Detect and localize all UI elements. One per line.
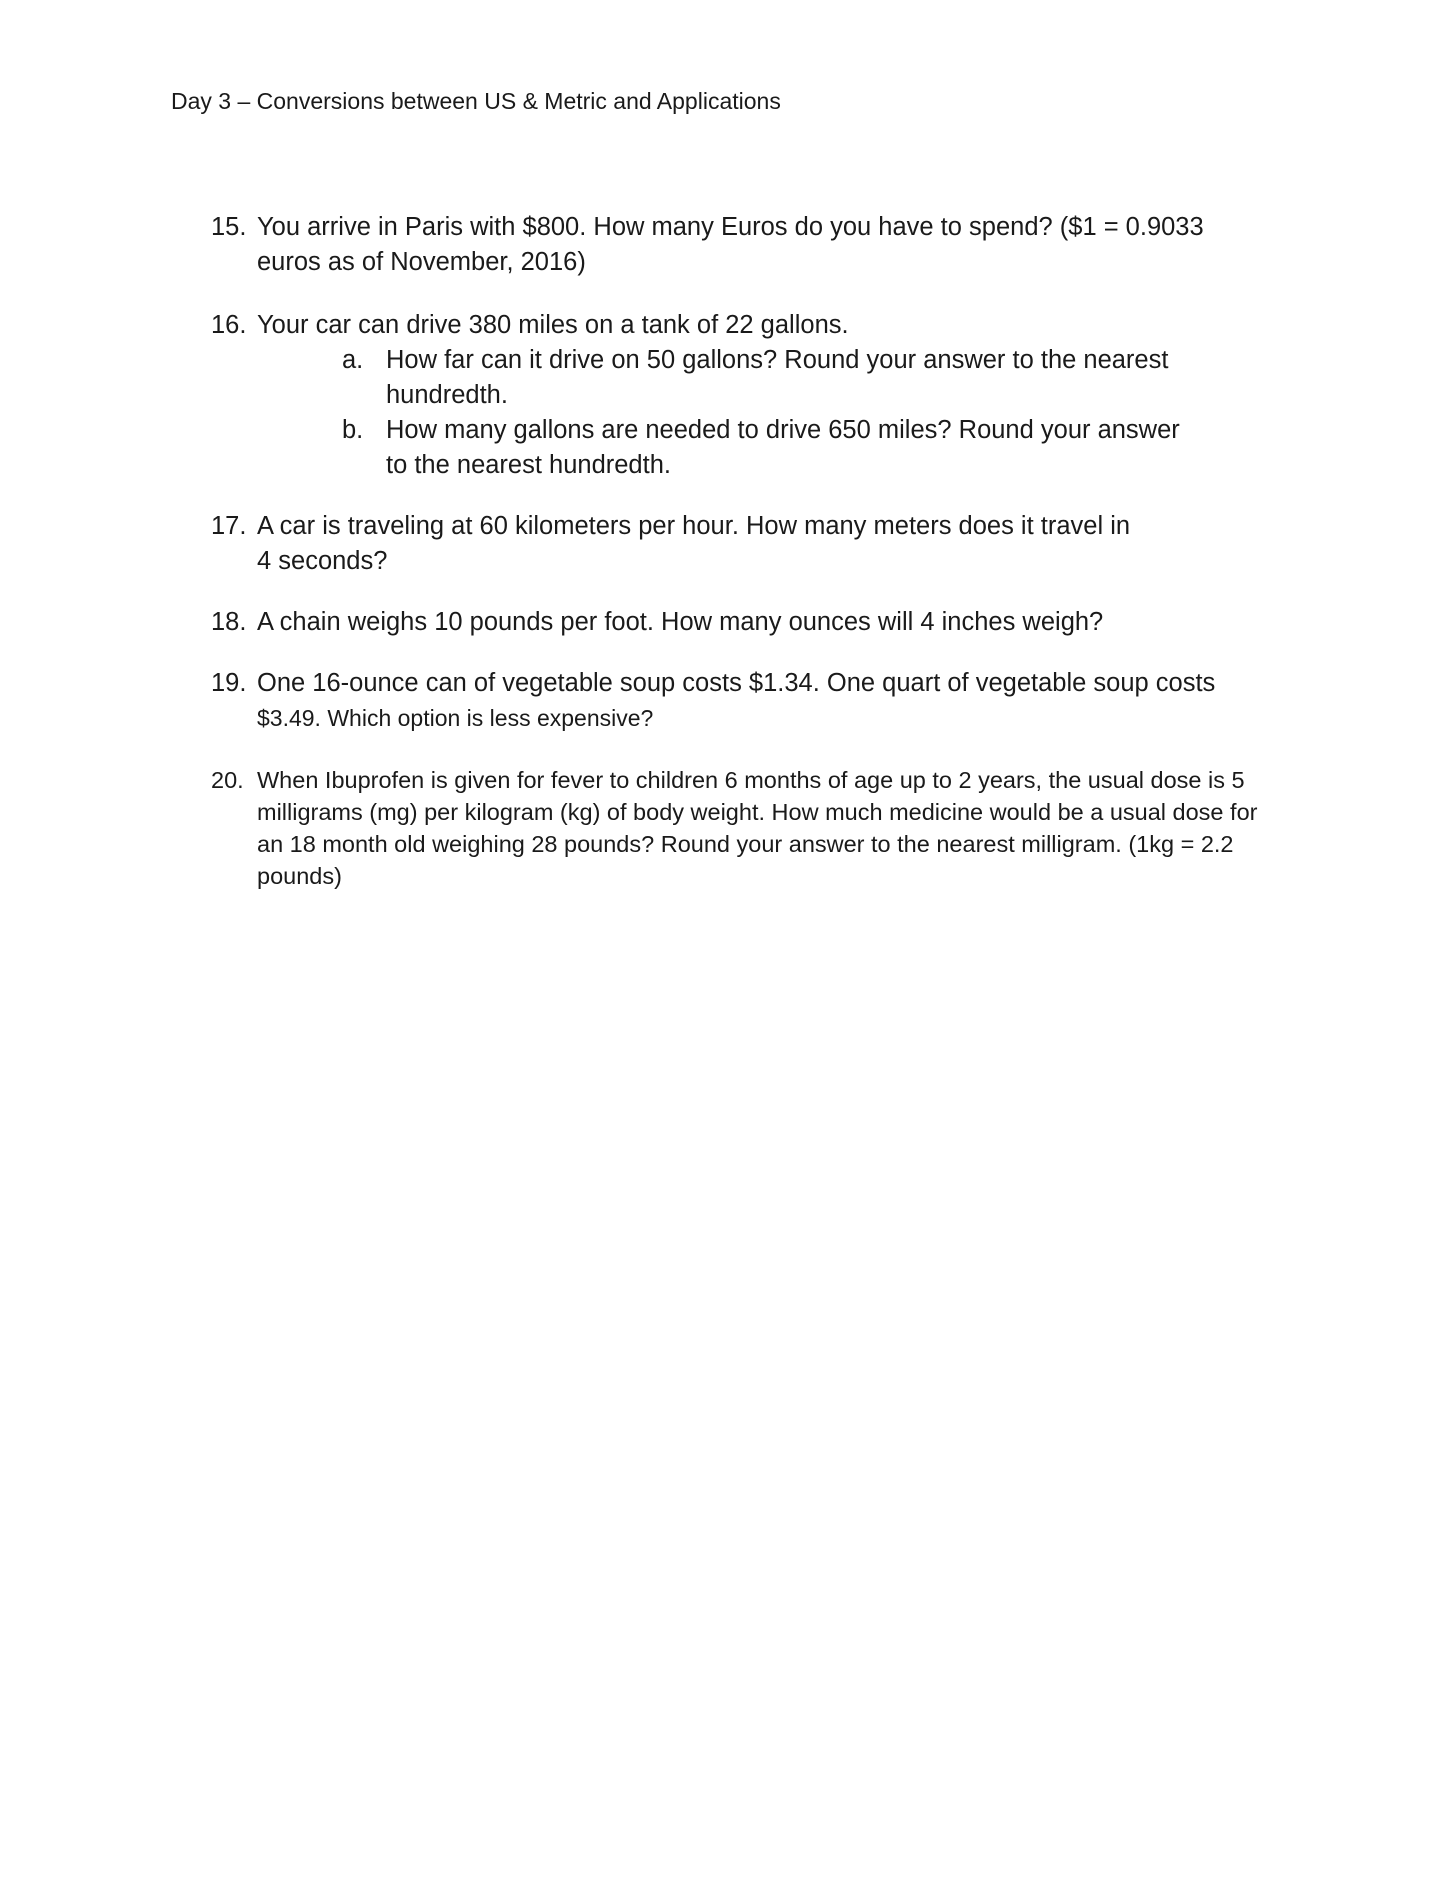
- problem-number: 19.: [211, 669, 247, 697]
- problem-16: [211, 308, 1291, 483]
- problem-number: 16.: [211, 311, 247, 339]
- problem-line: 4 seconds?: [257, 547, 388, 575]
- subpart-b: [342, 413, 1291, 483]
- problem-number: 17.: [211, 512, 247, 540]
- subpart-label: a.: [342, 346, 364, 374]
- problem-text: [257, 605, 1291, 640]
- problem-list: [211, 210, 1291, 892]
- subpart-a: [342, 343, 1291, 413]
- problem-number: 15.: [211, 213, 247, 241]
- problem-line: euros as of November, 2016): [257, 248, 586, 276]
- subpart-text: [386, 343, 1206, 413]
- subpart-text: [386, 413, 1206, 483]
- page-header: Day 3 – Conversions between US & Metric and Applications: [171, 88, 781, 114]
- problem-line: A car is traveling at 60 kilometers per hour. How many meters does it travel in: [257, 512, 1131, 540]
- problem-line: One 16-ounce can of vegetable soup costs $1.34. One quart of vegetable soup costs: [257, 669, 1216, 697]
- problem-line: Your car can drive 380 miles on a tank of 22 gallons.: [257, 311, 849, 339]
- problem-line: an 18 month old weighing 28 pounds? Round your answer to the nearest milligram. (1kg = 2.2: [257, 831, 1234, 857]
- subpart-line: How many gallons are needed to drive 650 miles? Round your answer: [386, 416, 1180, 444]
- problem-line: pounds): [257, 863, 342, 889]
- subpart-line: to the nearest hundredth.: [386, 451, 671, 479]
- problem-number: 20.: [211, 767, 244, 793]
- subpart-label: b.: [342, 416, 364, 444]
- problem-20: [211, 764, 1291, 892]
- problem-line: milligrams (mg) per kilogram (kg) of body weight. How much medicine would be a usual dose for: [257, 799, 1258, 825]
- problem-15: [211, 210, 1291, 280]
- subpart-line: hundredth.: [386, 381, 508, 409]
- problem-19: [211, 666, 1291, 736]
- problem-number: 18.: [211, 608, 247, 636]
- problem-17: [211, 509, 1291, 579]
- problem-line: A chain weighs 10 pounds per foot. How many ounces will 4 inches weigh?: [257, 608, 1104, 636]
- problem-line: When Ibuprofen is given for fever to children 6 months of age up to 2 years, the usual dose is 5: [257, 767, 1245, 793]
- problem-text: [257, 764, 1291, 892]
- subpart-list: [342, 343, 1291, 483]
- problem-line: $3.49. Which option is less expensive?: [257, 705, 654, 731]
- problem-text: [257, 308, 1291, 483]
- subpart-line: How far can it drive on 50 gallons? Round your answer to the nearest: [386, 346, 1169, 374]
- problem-text: [257, 210, 1291, 280]
- problem-line: You arrive in Paris with $800. How many Euros do you have to spend? ($1 = 0.9033: [257, 213, 1204, 241]
- problem-text: [257, 666, 1291, 736]
- problem-18: [211, 605, 1291, 640]
- problem-text: [257, 509, 1291, 579]
